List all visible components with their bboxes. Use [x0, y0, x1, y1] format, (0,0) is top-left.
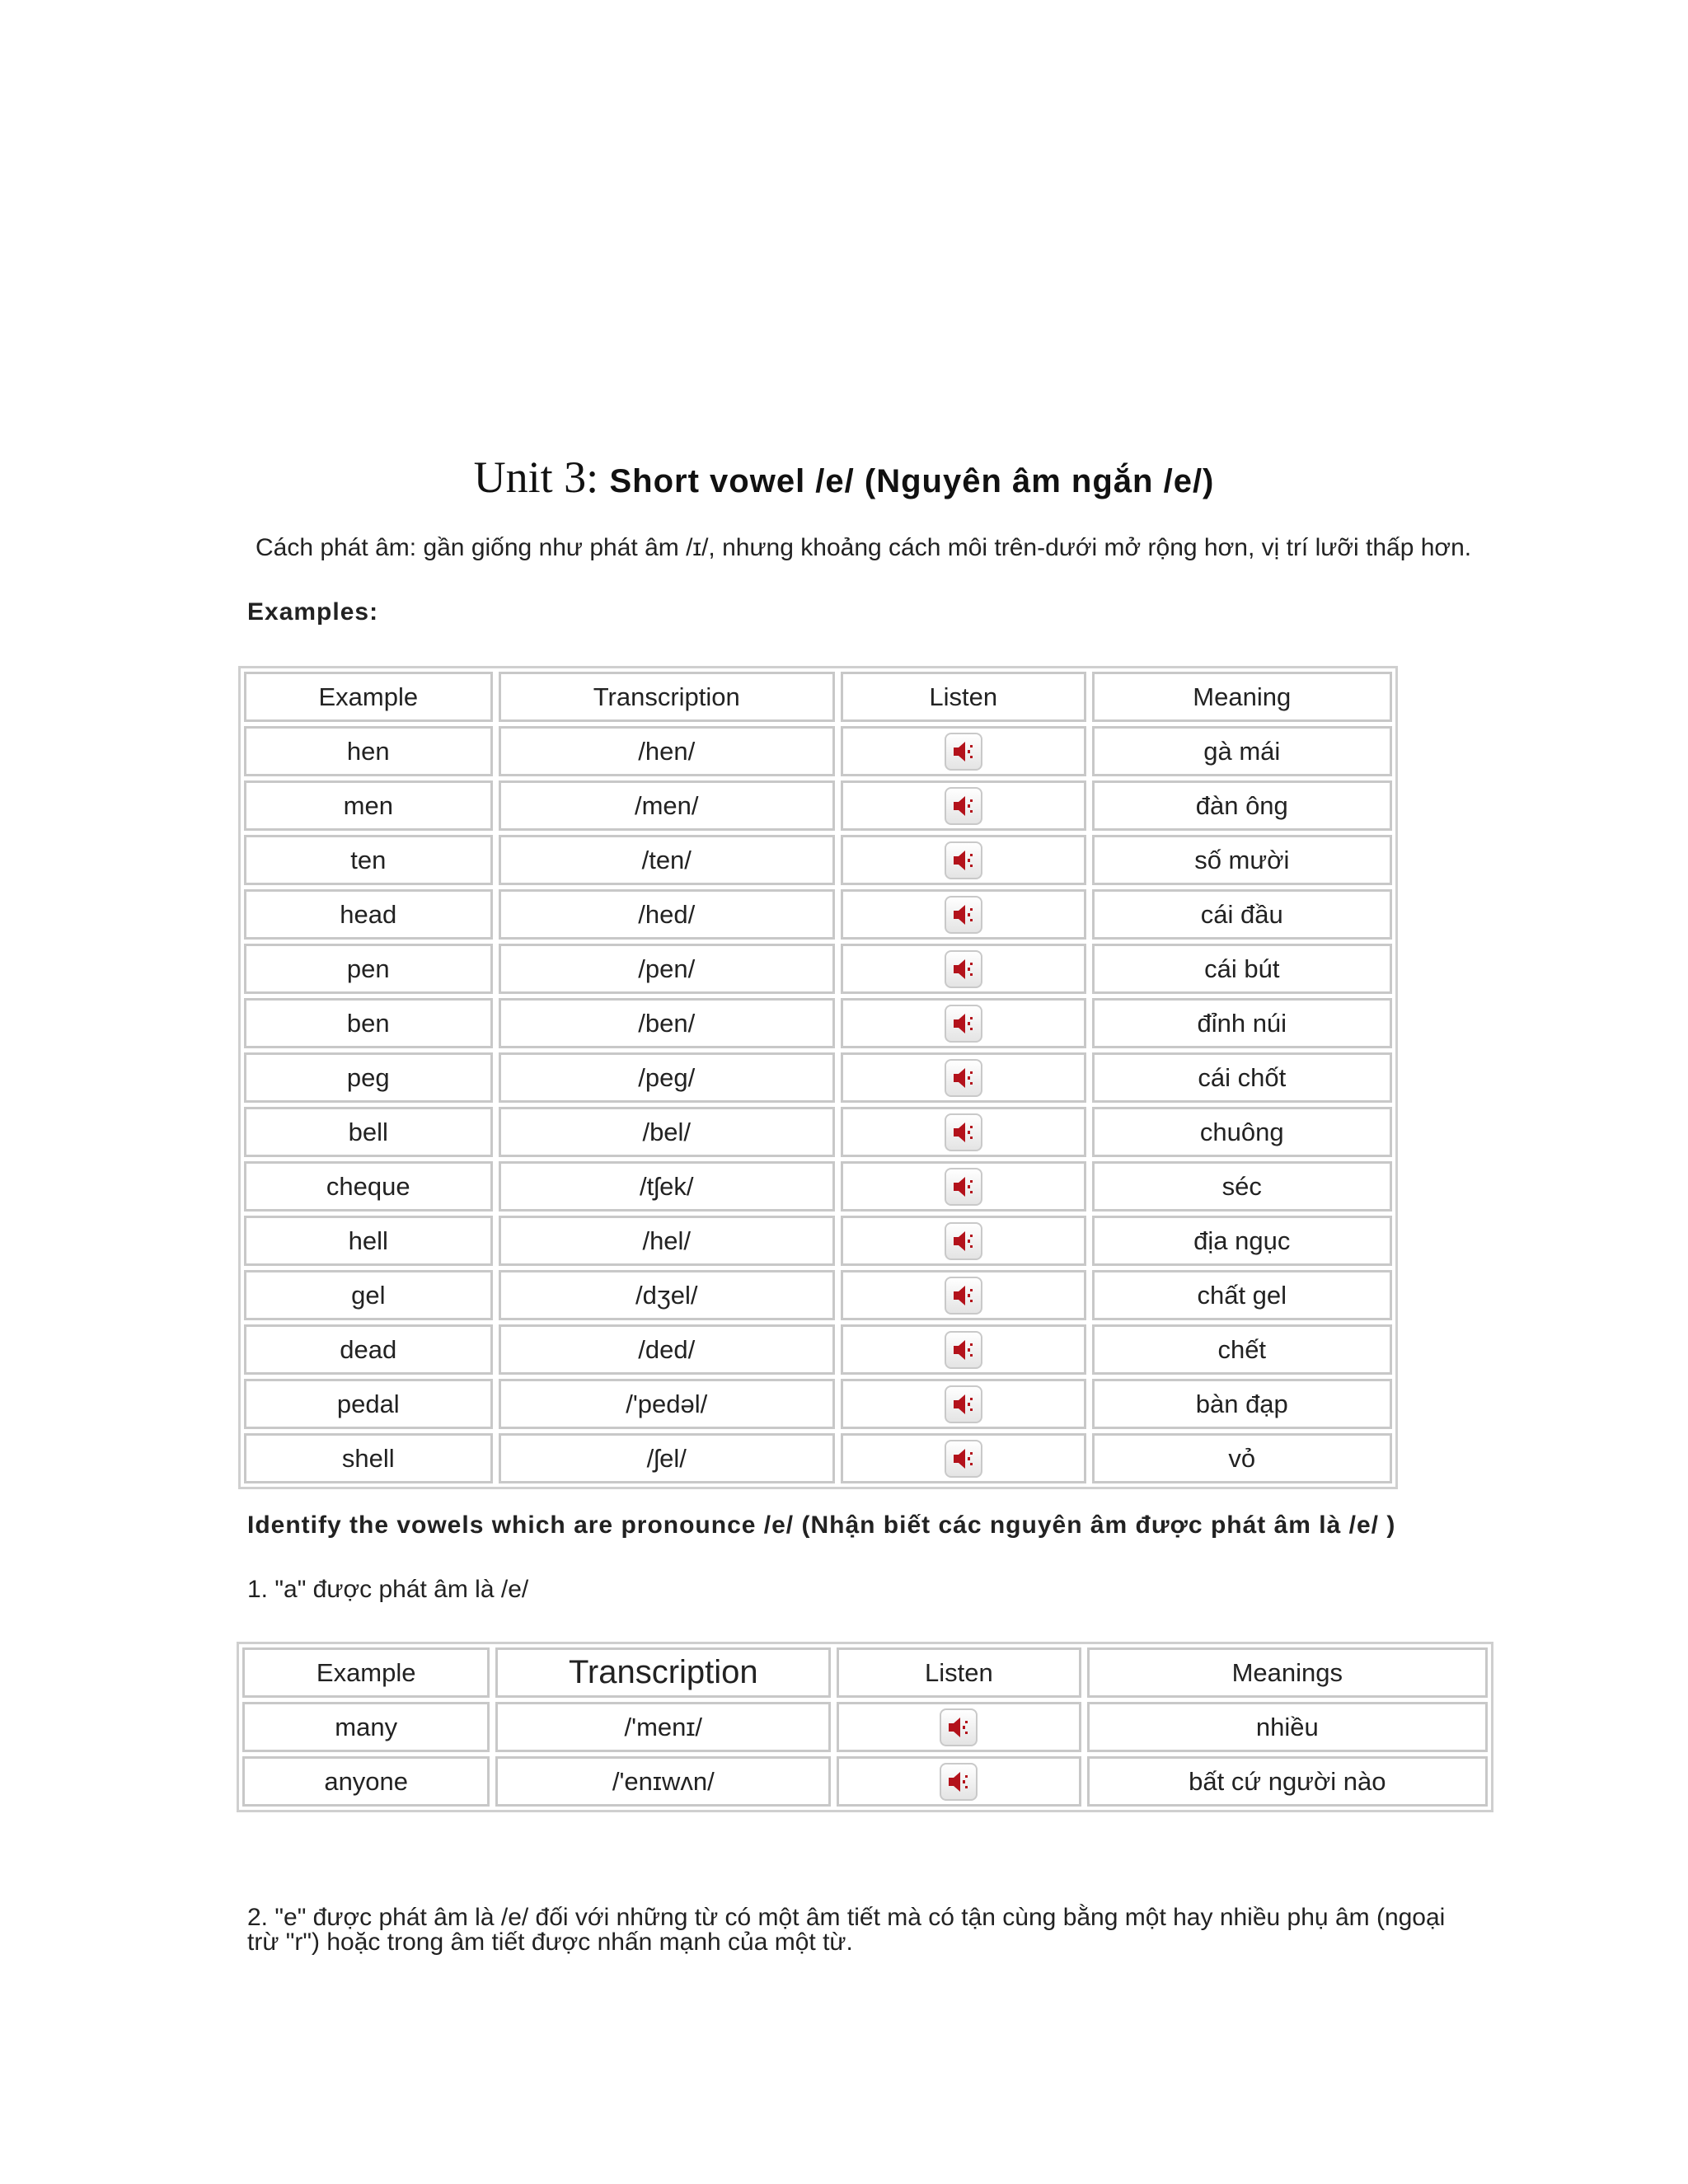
examples-cell-listen: [841, 835, 1086, 885]
examples-cell-meaning: gà mái: [1092, 726, 1392, 776]
table-row: [244, 1161, 1392, 1212]
listen-button[interactable]: [945, 1222, 982, 1260]
listen-button[interactable]: [945, 1113, 982, 1151]
examples-cell-word: pedal: [244, 1379, 493, 1429]
examples-cell-listen: [841, 780, 1086, 831]
listen-button[interactable]: [945, 1168, 982, 1206]
rule1-cell-word: many: [242, 1702, 490, 1752]
examples-cell-listen: [841, 889, 1086, 940]
examples-cell-word: head: [244, 889, 493, 940]
examples-cell-ipa: /dʒel/: [499, 1270, 835, 1320]
rule1-cell-listen: [837, 1756, 1081, 1807]
table-row: [244, 1107, 1392, 1157]
listen-button[interactable]: [945, 1440, 982, 1478]
examples-cell-word: hell: [244, 1216, 493, 1266]
listen-button[interactable]: [945, 1059, 982, 1097]
rule-1: 1. "a" được phát âm là /e/: [247, 1576, 529, 1603]
rule1-header-example: Example: [242, 1647, 490, 1698]
examples-cell-ipa: /ben/: [499, 998, 835, 1048]
speaker-icon: [950, 1282, 978, 1310]
examples-cell-meaning: chuông: [1092, 1107, 1392, 1157]
examples-cell-ipa: /ded/: [499, 1324, 835, 1375]
rule1-cell-ipa: /'enɪwʌn/: [495, 1756, 831, 1807]
pronunciation-note: Cách phát âm: gần giống như phát âm /ɪ/, nhưng khoảng cách môi trên-dưới mở rộng hơn, vị trí lưỡi thấp hơn.: [256, 534, 1472, 561]
speaker-icon: [950, 1336, 978, 1364]
speaker-icon: [950, 846, 978, 874]
speaker-icon: [950, 901, 978, 929]
rule1-cell-meaning: bất cứ người nào: [1087, 1756, 1488, 1807]
speaker-icon: [945, 1713, 973, 1741]
examples-cell-meaning: bàn đạp: [1092, 1379, 1392, 1429]
examples-cell-meaning: chất gel: [1092, 1270, 1392, 1320]
rule1-header-meanings: Meanings: [1087, 1647, 1488, 1698]
examples-cell-meaning: chết: [1092, 1324, 1392, 1375]
examples-cell-ipa: /ʃel/: [499, 1433, 835, 1483]
listen-button[interactable]: [945, 787, 982, 825]
page-title: [0, 452, 1688, 503]
examples-label: Examples:: [247, 598, 379, 626]
examples-cell-listen: [841, 1433, 1086, 1483]
rule-2: 2. "e" được phát âm là /e/ đối với những từ có một âm tiết mà có tận cùng bằng một hay nhiều phụ âm (ngoại trừ "r") hoặc trong âm tiết được nhấn mạnh của một từ.: [247, 1904, 1446, 1956]
examples-header-listen: Listen: [841, 672, 1086, 722]
identify-label: Identify the vowels which are pronounce /e/ (Nhận biết các nguyên âm được phát âm là /e/ ): [247, 1511, 1396, 1539]
rule1-header-row: [242, 1647, 1488, 1698]
rule1-table: [237, 1642, 1493, 1812]
listen-button[interactable]: [940, 1763, 978, 1801]
examples-cell-meaning: séc: [1092, 1161, 1392, 1212]
examples-cell-word: pen: [244, 944, 493, 994]
examples-cell-meaning: cái chốt: [1092, 1052, 1392, 1103]
table-row: [244, 835, 1392, 885]
speaker-icon: [950, 1010, 978, 1038]
examples-cell-meaning: cái đầu: [1092, 889, 1392, 940]
examples-cell-listen: [841, 1379, 1086, 1429]
examples-cell-ipa: /peg/: [499, 1052, 835, 1103]
title-unit: Unit 3:: [473, 452, 599, 502]
listen-button[interactable]: [945, 733, 982, 771]
title-topic: Short vowel /e/ (Nguyên âm ngắn /e/): [609, 463, 1215, 499]
listen-button[interactable]: [945, 896, 982, 934]
examples-cell-word: men: [244, 780, 493, 831]
examples-cell-word: dead: [244, 1324, 493, 1375]
examples-cell-ipa: /tʃek/: [499, 1161, 835, 1212]
examples-cell-ipa: /hen/: [499, 726, 835, 776]
examples-cell-listen: [841, 1052, 1086, 1103]
rule1-header-transcription: Transcription: [495, 1647, 831, 1698]
rule1-cell-listen: [837, 1702, 1081, 1752]
speaker-icon: [950, 792, 978, 820]
table-row: [244, 1216, 1392, 1266]
speaker-icon: [950, 1445, 978, 1473]
examples-cell-listen: [841, 1324, 1086, 1375]
examples-cell-listen: [841, 944, 1086, 994]
listen-button[interactable]: [945, 1277, 982, 1315]
speaker-icon: [950, 1064, 978, 1092]
examples-cell-word: gel: [244, 1270, 493, 1320]
table-row: [244, 1433, 1392, 1483]
examples-cell-word: hen: [244, 726, 493, 776]
examples-cell-listen: [841, 1161, 1086, 1212]
rule1-cell-ipa: /'menɪ/: [495, 1702, 831, 1752]
examples-cell-listen: [841, 726, 1086, 776]
listen-button[interactable]: [945, 950, 982, 988]
examples-cell-meaning: đàn ông: [1092, 780, 1392, 831]
examples-header-row: [244, 672, 1392, 722]
examples-header-transcription: Transcription: [499, 672, 835, 722]
table-row: [244, 1324, 1392, 1375]
examples-cell-word: ben: [244, 998, 493, 1048]
examples-cell-ipa: /men/: [499, 780, 835, 831]
examples-cell-listen: [841, 1216, 1086, 1266]
speaker-icon: [950, 1173, 978, 1201]
table-row: [242, 1756, 1488, 1807]
listen-button[interactable]: [945, 1385, 982, 1423]
examples-cell-word: peg: [244, 1052, 493, 1103]
examples-cell-meaning: địa ngục: [1092, 1216, 1392, 1266]
examples-cell-meaning: số mười: [1092, 835, 1392, 885]
speaker-icon: [950, 1118, 978, 1146]
examples-cell-word: ten: [244, 835, 493, 885]
rule1-cell-meaning: nhiều: [1087, 1702, 1488, 1752]
speaker-icon: [950, 955, 978, 983]
listen-button[interactable]: [940, 1708, 978, 1746]
table-row: [244, 1270, 1392, 1320]
speaker-icon: [950, 738, 978, 766]
table-row: [244, 1052, 1392, 1103]
rule1-cell-word: anyone: [242, 1756, 490, 1807]
table-row: [242, 1702, 1488, 1752]
table-row: [244, 1379, 1392, 1429]
speaker-icon: [945, 1768, 973, 1796]
examples-cell-ipa: /hed/: [499, 889, 835, 940]
examples-cell-word: cheque: [244, 1161, 493, 1212]
table-row: [244, 889, 1392, 940]
examples-cell-ipa: /bel/: [499, 1107, 835, 1157]
examples-cell-ipa: /pen/: [499, 944, 835, 994]
speaker-icon: [950, 1390, 978, 1418]
examples-cell-meaning: vỏ: [1092, 1433, 1392, 1483]
rule1-header-listen: Listen: [837, 1647, 1081, 1698]
examples-cell-ipa: /'pedəl/: [499, 1379, 835, 1429]
examples-cell-ipa: /ten/: [499, 835, 835, 885]
examples-header-meaning: Meaning: [1092, 672, 1392, 722]
examples-cell-word: bell: [244, 1107, 493, 1157]
table-row: [244, 726, 1392, 776]
table-row: [244, 998, 1392, 1048]
examples-cell-listen: [841, 1270, 1086, 1320]
examples-cell-listen: [841, 1107, 1086, 1157]
listen-button[interactable]: [945, 1331, 982, 1369]
examples-cell-listen: [841, 998, 1086, 1048]
examples-table: [238, 666, 1398, 1489]
examples-cell-meaning: đỉnh núi: [1092, 998, 1392, 1048]
listen-button[interactable]: [945, 841, 982, 879]
examples-cell-word: shell: [244, 1433, 493, 1483]
examples-cell-ipa: /hel/: [499, 1216, 835, 1266]
speaker-icon: [950, 1227, 978, 1255]
examples-header-example: Example: [244, 672, 493, 722]
table-row: [244, 780, 1392, 831]
examples-cell-meaning: cái bút: [1092, 944, 1392, 994]
table-row: [244, 944, 1392, 994]
listen-button[interactable]: [945, 1005, 982, 1043]
